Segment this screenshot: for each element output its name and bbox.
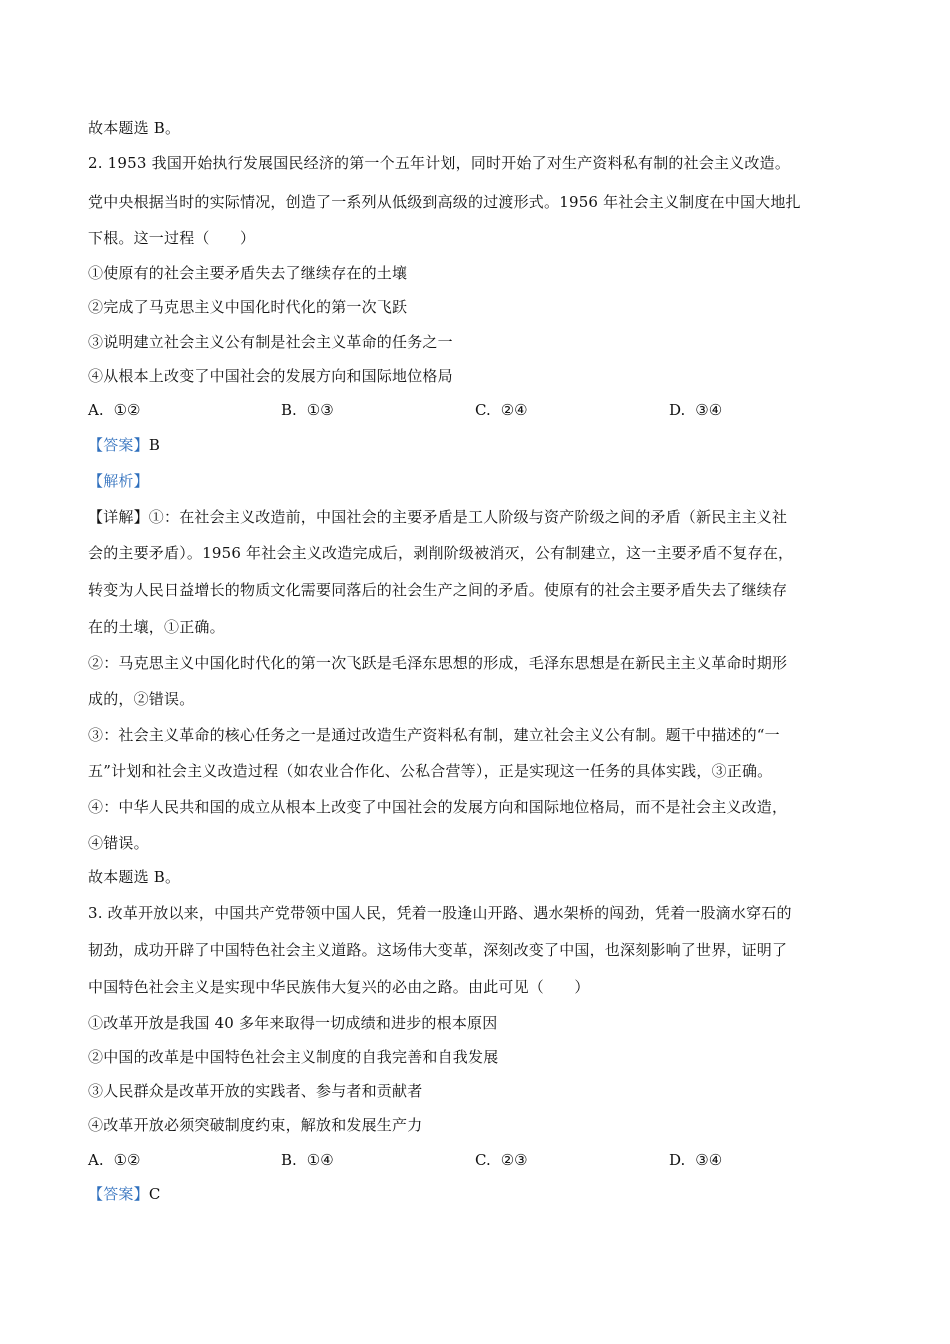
q2-conclusion: 故本题选 B。 — [88, 868, 181, 886]
q3-stem-line-1: 3. 改革开放以来，中国共产党带领中国人民，凭着一股逢山开路、遇水架桥的闯劲，凭着一股滴水穿石的 — [88, 904, 792, 922]
q3-statement-4: ④改革开放必须突破制度约束，解放和发展生产力 — [88, 1116, 423, 1134]
q2-detail-line-9: ④：中华人民共和国的成立从根本上改变了中国社会的发展方向和国际地位格局，而不是社会主义改造， — [88, 798, 788, 816]
q2-detail-line-2: 会的主要矛盾）。1956 年社会主义改造完成后，剥削阶级被消灭，公有制建立，这一主要矛盾不复存在， — [88, 544, 794, 562]
answer-tag: 【答案】 — [88, 436, 149, 454]
q2-statement-2: ②完成了马克思主义中国化时代化的第一次飞跃 — [88, 298, 408, 316]
q3-option-c: C. ②③ — [475, 1151, 528, 1169]
q2-detail-line-7: ③：社会主义革命的核心任务之一是通过改造生产资料私有制，建立社会主义公有制。题干中描述的“一 — [88, 726, 780, 744]
q3-option-d: D. ③④ — [669, 1151, 723, 1169]
q3-stem-line-3: 中国特色社会主义是实现中华民族伟大复兴的必由之路。由此可见（ ） — [88, 978, 590, 996]
previous-conclusion: 故本题选 B。 — [88, 119, 181, 137]
q3-option-b: B. ①④ — [281, 1151, 334, 1169]
q3-statement-3: ③人民群众是改革开放的实践者、参与者和贡献者 — [88, 1082, 423, 1100]
answer-tag: 【答案】 — [88, 1185, 149, 1203]
q2-option-d: D. ③④ — [669, 401, 723, 419]
answer-value: C — [148, 1185, 161, 1203]
q2-statement-1: ①使原有的社会主要矛盾失去了继续存在的土壤 — [88, 264, 408, 282]
q2-stem-line-2: 党中央根据当时的实际情况，创造了一系列从低级到高级的过渡形式。1956 年社会主义制度在中国大地扎 — [88, 193, 801, 211]
q2-option-c: C. ②④ — [475, 401, 528, 419]
q3-statement-1: ①改革开放是我国 40 多年来取得一切成绩和进步的根本原因 — [88, 1014, 498, 1032]
q2-detail-line-1: 【详解】①：在社会主义改造前，中国社会的主要矛盾是工人阶级与资产阶级之间的矛盾（新民主主义社 — [88, 508, 788, 526]
q2-detail-line-6: 成的，②错误。 — [88, 690, 195, 708]
q3-stem-line-2: 韧劲，成功开辟了中国特色社会主义道路。这场伟大变革，深刻改变了中国，也深刻影响了世界，证明了 — [88, 941, 788, 959]
q2-analysis-tag: 【解析】 — [88, 472, 149, 490]
q2-detail-line-8: 五”计划和社会主义改造过程（如农业合作化、公私合营等），正是实现这一任务的具体实践，③正确。 — [88, 762, 773, 780]
q2-stem-line-1: 2. 1953 我国开始执行发展国民经济的第一个五年计划，同时开始了对生产资料私有制的社会主义改造。 — [88, 154, 791, 172]
q2-detail-line-10: ④错误。 — [88, 834, 149, 852]
q2-statement-4: ④从根本上改变了中国社会的发展方向和国际地位格局 — [88, 367, 453, 385]
q2-answer — [88, 435, 868, 455]
q2-detail-line-5: ②：马克思主义中国化时代化的第一次飞跃是毛泽东思想的形成，毛泽东思想是在新民主主义革命时期形 — [88, 654, 788, 672]
q3-statement-2: ②中国的改革是中国特色社会主义制度的自我完善和自我发展 — [88, 1048, 499, 1066]
q2-detail-line-4: 在的土壤，①正确。 — [88, 618, 225, 636]
q2-statement-3: ③说明建立社会主义公有制是社会主义革命的任务之一 — [88, 333, 453, 351]
q3-option-a: A. ①② — [88, 1151, 141, 1169]
answer-value: B — [148, 436, 161, 454]
q2-option-b: B. ①③ — [281, 401, 334, 419]
q2-option-a: A. ①② — [88, 401, 141, 419]
q2-stem-line-3: 下根。这一过程（ ） — [88, 229, 256, 247]
q2-detail-line-3: 转变为人民日益增长的物质文化需要同落后的社会生产之间的矛盾。使原有的社会主要矛盾失去了继续存 — [88, 581, 788, 599]
q3-answer — [88, 1184, 868, 1204]
